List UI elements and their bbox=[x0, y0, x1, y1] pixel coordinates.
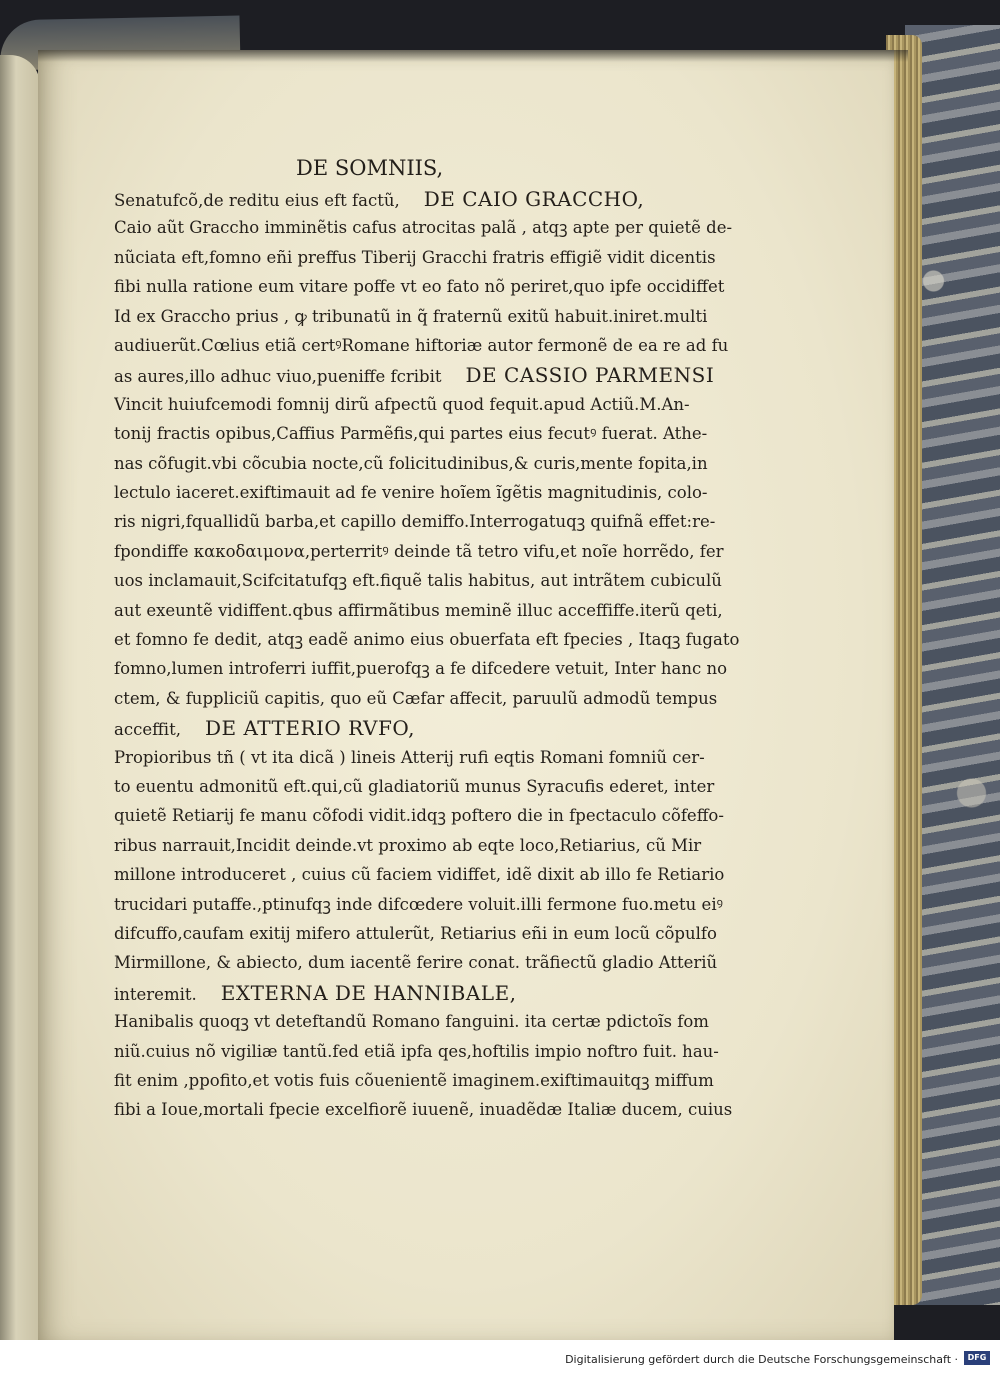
text-line bbox=[114, 835, 844, 857]
line-text: audiuerũt.Cœlius etiã certꝰRomane hiftoriæ autor fermonẽ de ea re ad fu bbox=[114, 336, 729, 355]
line-text: interemit. bbox=[114, 984, 197, 1004]
line-text: Hanibalis quoqꝫ vt deteftandũ Romano fanguini. ita certæ pdictoĩs fom bbox=[114, 1012, 709, 1032]
line-text: Vincit huiufcemodi fomnij dirũ afpectũ quod fequit.apud Actiũ.M.An- bbox=[114, 394, 690, 414]
line-text: aut exeuntẽ vidiffent.qbus affirmãtibus meminẽ illuc acceffiffe.iterũ qeti, bbox=[114, 600, 723, 620]
funding-notice: Digitalisierung gefördert durch die Deutsche Forschungsgemeinschaft · bbox=[565, 1353, 958, 1366]
text-line bbox=[114, 335, 844, 357]
line-text: quietẽ Retiarij fe manu cõfodi vidit.idqꝫ poftero die in fpectaculo cõfeffo- bbox=[114, 806, 724, 826]
line-text: Mirmillone, & abiecto, dum iacentẽ ferire conat. trãfiectũ gladio Atteriũ bbox=[114, 953, 718, 973]
text-line bbox=[114, 600, 844, 622]
text-line bbox=[114, 688, 844, 710]
text-line bbox=[114, 217, 844, 239]
section-heading: EXTERNA DE HANNIBALE, bbox=[220, 981, 517, 1005]
section-heading: DE ATTERIO RVFO, bbox=[204, 717, 415, 741]
text-line bbox=[114, 894, 844, 916]
line-text: fit enim ,ppofito,et votis fuis cõuenientẽ imaginem.exiftimauitqꝫ miffum bbox=[114, 1071, 714, 1090]
text-line bbox=[114, 423, 844, 445]
text-line bbox=[114, 747, 844, 769]
section-heading: DE CAIO GRACCHO, bbox=[423, 188, 645, 211]
line-text: to euentu admonitũ eft.qui,cũ gladiatoriũ munus Syracufis ederet, inter bbox=[114, 777, 715, 796]
text-line bbox=[114, 629, 844, 651]
text-line bbox=[114, 1099, 844, 1121]
text-line bbox=[114, 982, 844, 1006]
line-text: tonij fractis opibus,Caffius Parmẽfis,qui partes eius fecutꝰ fuerat. Athe- bbox=[114, 424, 708, 444]
line-text: Senatufcõ,de reditu eius eft factũ, bbox=[114, 191, 400, 210]
line-text: et fomno fe dedit, atqꝫ eadẽ animo eius obuerfata eft fpecies , Itaqꝫ fugato bbox=[114, 630, 740, 649]
line-text: difcuffo,caufam exitij mifero attulerũt, Retiarius eñi in eum locũ cõpulfo bbox=[114, 924, 717, 943]
text-line bbox=[114, 482, 844, 504]
line-text: fomno,lumen introferri iuffit,puerofqꝫ a fe difcedere vetuit, Inter hanc no bbox=[114, 659, 728, 679]
line-text: Id ex Graccho prius , ꝙ tribunatũ in q̃ fraternũ exitũ habuit.iniret.multi bbox=[114, 306, 708, 326]
text-line bbox=[114, 541, 844, 563]
page-shadow bbox=[38, 50, 908, 62]
running-head: DE SOMNIIS, bbox=[296, 156, 444, 180]
line-text: acceffit, bbox=[114, 720, 181, 740]
text-line bbox=[114, 570, 844, 592]
line-text: as aures,illo adhuc viuo,pueniffe fcribit bbox=[114, 367, 442, 387]
line-text: ris nigri,fquallidũ barba,et capillo demiffo.Interrogatuqꝫ quifnã effet:re- bbox=[114, 512, 716, 532]
text-line bbox=[114, 805, 844, 827]
text-line bbox=[114, 952, 844, 974]
text-line bbox=[114, 511, 844, 533]
text-line bbox=[114, 453, 844, 475]
line-text: fibi a Ioue,mortali fpecie excelfiorẽ iuuenẽ, inuadẽdæ Italiæ ducem, cuius bbox=[114, 1100, 733, 1120]
text-line bbox=[114, 1011, 844, 1033]
text-line bbox=[114, 276, 844, 298]
facing-page-edge bbox=[0, 55, 40, 1355]
line-text: ctem, & fuppliciũ capitis, quo eũ Cæfar affecit, paruulũ admodũ tempus bbox=[114, 688, 718, 708]
text-line bbox=[114, 717, 844, 741]
line-text: niũ.cuius nõ vigiliæ tantũ.fed etiã ipfa qes,hoftilis impio noftro fuit. hau- bbox=[114, 1041, 719, 1061]
footer-bar bbox=[0, 1340, 1000, 1376]
line-text: ribus narrauit,Incidit deinde.vt proximo ab eqte loco,Retiarius, cũ Mir bbox=[114, 835, 702, 855]
line-text: uos inclamauit,Scifcitatufqꝫ eft.fiquẽ talis habitus, aut intrãtem cubiculũ bbox=[114, 571, 722, 591]
text-line bbox=[114, 658, 844, 680]
line-text: Caio aũt Graccho imminẽtis cafus atrocitas palã , atqꝫ apte per quietẽ de- bbox=[114, 218, 733, 238]
text-line bbox=[114, 247, 844, 269]
line-text: fibi nulla ratione eum vitare poffe vt eo fato nõ periret,quo ipfe occidiffet bbox=[114, 277, 725, 297]
text-line bbox=[114, 923, 844, 945]
section-heading: DE CASSIO PARMENSI bbox=[465, 364, 715, 388]
line-text: lectulo iaceret.exiftimauit ad fe venire hoĩem ĩgẽtis magnitudinis, colo- bbox=[114, 483, 708, 502]
text-line bbox=[114, 1041, 844, 1063]
line-text: trucidari putaffe.,ptinufqꝫ inde difcœdere voluit.illi fermone fuo.metu eiꝰ bbox=[114, 894, 723, 914]
text-line bbox=[114, 364, 844, 388]
text-line bbox=[114, 1070, 844, 1092]
dfg-logo: DFG bbox=[964, 1351, 990, 1365]
line-text: Propioribus tñ ( vt ita dicã ) lineis Atterij rufi eqtis Romani fomniũ cer- bbox=[114, 747, 705, 767]
line-text: nũciata eft,fomno eñi preffus Tiberij Gracchi fratris effigiẽ vidit dicentis bbox=[114, 247, 716, 267]
line-text: fpondiffe κακοδαιμονα,perterritꝰ deinde tã tetro vifu,et noĩe horrẽdo, fer bbox=[114, 541, 724, 561]
text-line bbox=[114, 864, 844, 886]
line-text: nas cõfugit.vbi cõcubia nocte,cũ folicitudinibus,& curis,mente fopita,in bbox=[114, 453, 708, 473]
text-line bbox=[114, 776, 844, 798]
text-line bbox=[114, 394, 844, 416]
line-text: millone introduceret , cuius cũ faciem vidiffet, idẽ dixit ab illo fe Retiario bbox=[114, 865, 725, 885]
text-line bbox=[114, 188, 844, 212]
text-line bbox=[114, 306, 844, 328]
